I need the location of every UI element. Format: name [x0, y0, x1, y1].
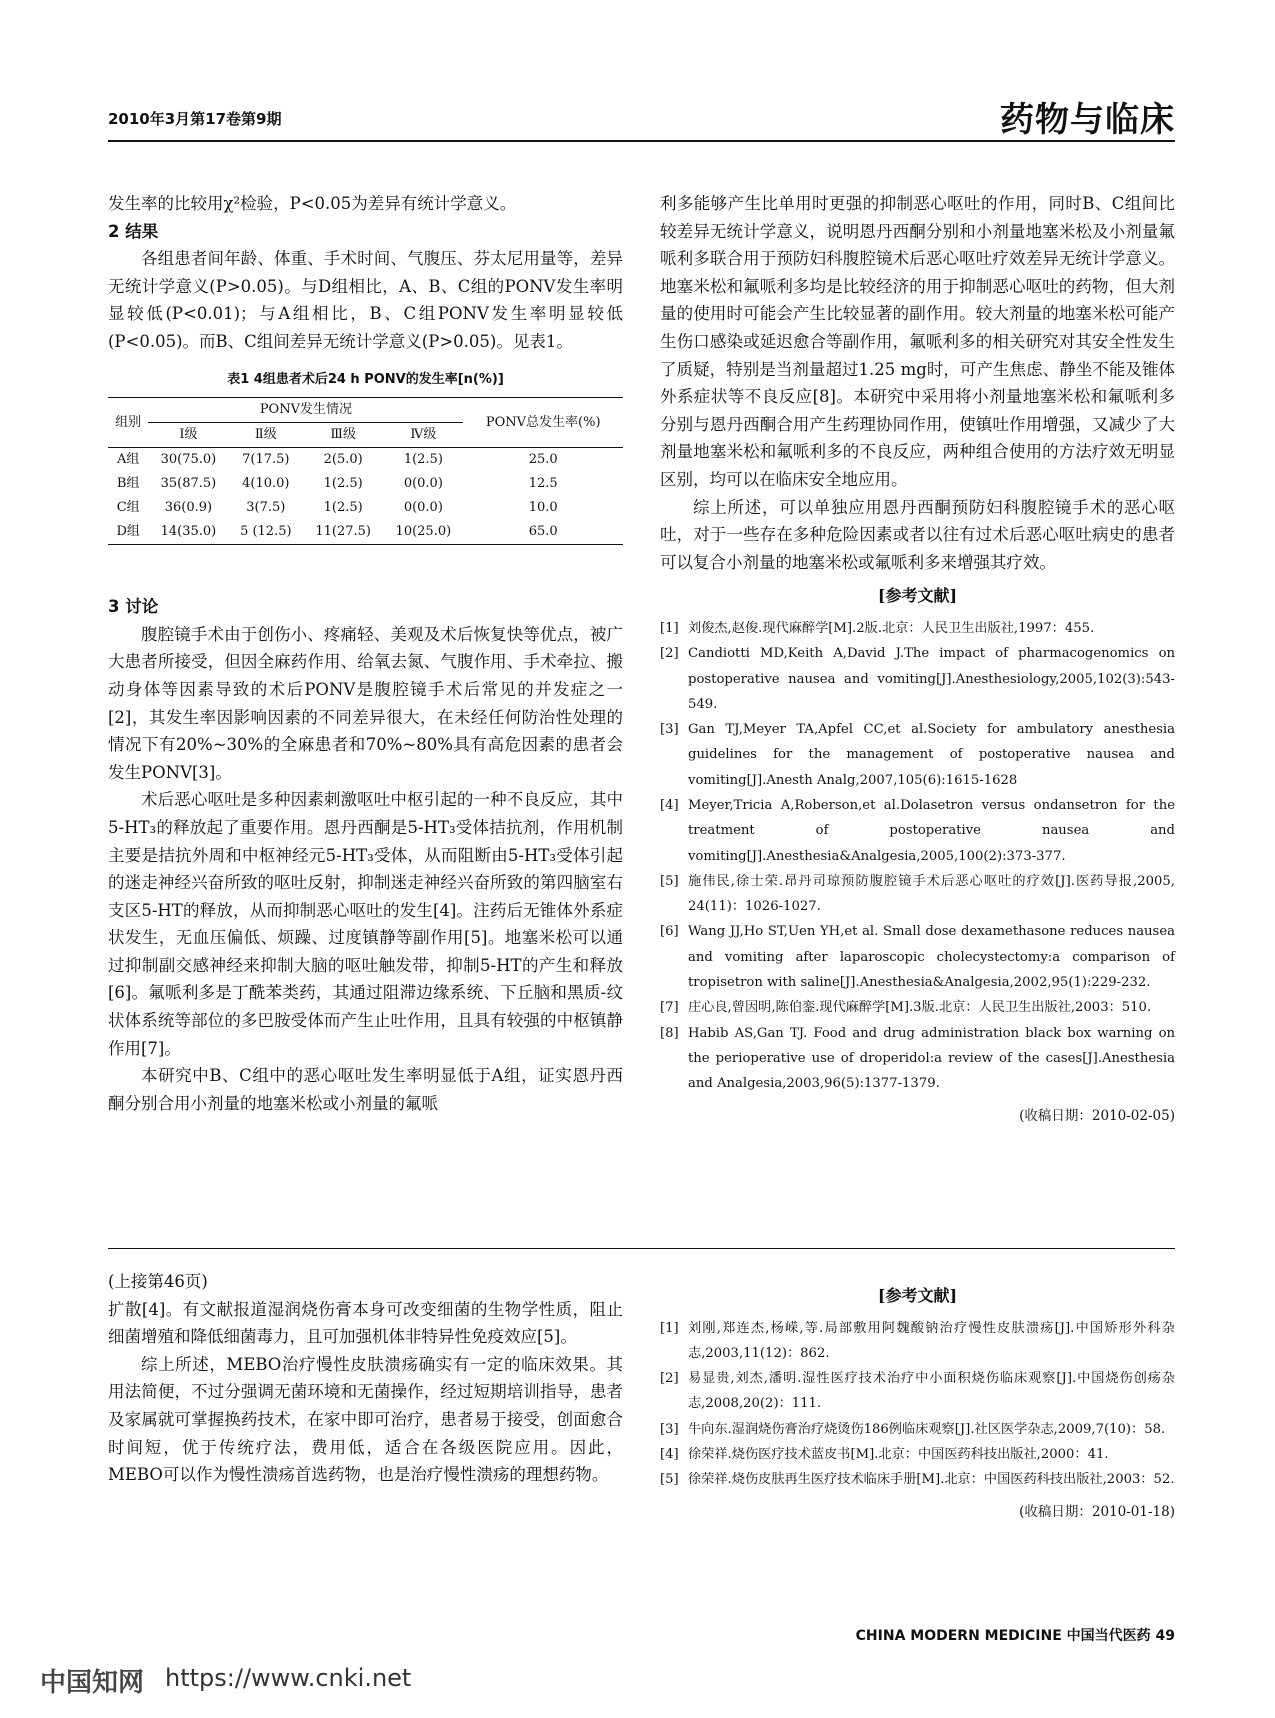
table-cell: 30(75.0) — [160, 452, 217, 468]
reference-text: 易显贵,刘杰,潘明.湿性医疗技术治疗中小面积烧伤临床观察[J].中国烧伤创疡杂志,2008,20(2)：111. — [688, 1371, 1175, 1412]
table-cell: B组 — [116, 476, 140, 492]
reference-list — [660, 616, 1175, 1097]
reference-number: [1] — [660, 620, 679, 636]
table-cell: 11(27.5) — [303, 520, 383, 545]
continuation-note: (上接第46页) — [108, 1272, 208, 1291]
table-cell: 1(2.5) — [403, 452, 443, 468]
paragraph: 利多能够产生比单用时更强的抑制恶心呕吐的作用，同时B、C组间比较差异无统计学意义，说明恩丹西酮分别和小剂量地塞米松及小剂量氟哌利多联合用于预防妇科腹腔镜术后恶心呕吐疗效差异无统计学意义。地塞米松和氟哌利多均是比较经济的用于抑制恶心呕吐的药物，但大剂量的使用时可能会产生比较显著的副作用。较大剂量的地塞米松可能产生伤口感染或延迟愈合等副作用，氟哌利多的相关研究对其安全性发生了质疑，特别是当剂量超过1.25 mg时，可产生焦虑、静坐不能及锥体外系症状等不良反应[8]。本研究中采用将小剂量地塞米松和氟哌利多分别与恩丹西酮合用产生药理协同作用，使镇吐作用增强，又减少了大剂量地塞米松和氟哌利多的不良反应，两种组合使用的方法疗效无明显区别，均可以在临床安全地应用。 — [660, 194, 1175, 489]
table-cell: 10.0 — [528, 500, 558, 516]
references-heading: [参考文献] — [877, 586, 958, 606]
reference-item — [660, 717, 1175, 793]
journal-footer: CHINA MODERN MEDICINE 中国当代医药 49 — [855, 1628, 1175, 1644]
section-title: 药物与临床 — [1000, 100, 1175, 140]
reference-text: Habib AS,Gan TJ. Food and drug administration black box warning on the perioperative use of droperidol:a review of the cases[J].Anesthesia and Analgesia,2003,96(5):1377-1379. — [688, 1025, 1175, 1092]
issue-info: 2010年3月第17卷第9期 — [108, 110, 282, 128]
section-heading: 3 讨论 — [108, 597, 159, 617]
reference-item — [660, 616, 1175, 641]
paragraph: 综上所述，可以单独应用恩丹西酮预防妇科腹腔镜手术的恶心呕吐，对于一些存在多种危险因素或者以往有过术后恶心呕吐病史的患者可以复合小剂量的地塞米松或氟哌利多来增强其疗效。 — [660, 497, 1175, 572]
reference-text: 徐荣祥.烧伤皮肤再生医疗技术临床手册[M].北京：中国医药科技出版社,2003：52. — [688, 1472, 1175, 1488]
reference-item — [660, 1417, 1175, 1442]
reference-item — [660, 995, 1175, 1020]
header-level: Ⅱ级 — [229, 423, 304, 448]
paragraph: 本研究中B、C组中的恶心呕吐发生率明显低于A组，证实恩丹西酮分别合用小剂量的地塞米松或小剂量的氟哌 — [108, 1066, 623, 1113]
right-column — [660, 190, 1175, 1130]
lower-left-column — [108, 1268, 623, 1489]
reference-text: 刘刚,郑连杰,杨嵘,等.局部敷用阿魏酸钠治疗慢性皮肤溃疡[J].中国矫形外科杂志,2003,11(12)：862. — [688, 1320, 1175, 1361]
table-cell: 1(2.5) — [323, 476, 363, 492]
left-column — [108, 190, 623, 1117]
table-cell: 14(35.0) — [148, 520, 228, 545]
table-cell: 0(0.0) — [403, 500, 443, 516]
received-date: (收稿日期：2010-01-18) — [1019, 1503, 1175, 1520]
table-row — [108, 472, 623, 496]
reference-item — [660, 1467, 1175, 1492]
reference-item — [660, 869, 1175, 920]
reference-item — [660, 1316, 1175, 1367]
table-cell: 7(17.5) — [242, 452, 290, 468]
table-caption: 表1 4组患者术后24 h PONV的发生率[n(%)] — [227, 371, 504, 387]
lower-right-column — [660, 1276, 1175, 1526]
table-cell: 4(10.0) — [242, 476, 290, 492]
received-date: (收稿日期：2010-02-05) — [1019, 1107, 1175, 1124]
table-cell: D组 — [108, 520, 148, 545]
results-table — [108, 397, 623, 545]
header-group: 组别 — [108, 398, 148, 448]
table-row — [108, 520, 623, 545]
reference-list — [660, 1316, 1175, 1493]
paragraph: 发生率的比较用χ²检验，P<0.05为差异有统计学意义。 — [108, 194, 517, 213]
header-level: Ⅳ级 — [383, 423, 463, 448]
reference-text: Candiotti MD,Keith A,David J.The impact of pharmacogenomics on postoperative nausea and vomiting[J].Anesthesiology,2005,102(3):543-549. — [688, 646, 1175, 712]
reference-text: Wang JJ,Ho ST,Uen YH,et al. Small dose dexamethasone reduces nausea and vomiting after laparoscopic cholecystectomy:a comparison of tropisetron with saline[J].Anesthesia&Analgesia,2002,95(1):229-232. — [688, 924, 1175, 991]
reference-text: 徐荣祥.烧伤医疗技术蓝皮书[M].北京：中国医药科技出版社,2000：41. — [688, 1447, 1109, 1463]
reference-number: [2] — [660, 646, 679, 662]
section-divider — [108, 1248, 1175, 1249]
table-row — [108, 496, 623, 520]
header-rule — [108, 140, 1175, 142]
paragraph: 扩散[4]。有文献报道湿润烧伤膏本身可改变细菌的生物学性质，阻止细菌增殖和降低细菌毒力，且可加强机体非特异性免疫效应[5]。 — [108, 1299, 623, 1347]
reference-text: Gan TJ,Meyer TA,Apfel CC,et al.Society for ambulatory anesthesia guidelines for the management of postoperative nausea and vomiting[J].Anesth Analg,2007,105(6):1615-1628 — [688, 722, 1175, 788]
reference-number: [3] — [660, 722, 679, 738]
header-level: Ⅲ级 — [303, 423, 383, 448]
table-cell: A组 — [116, 452, 140, 468]
reference-text: 施伟民,徐士荣.昂丹司琼预防腹腔镜手术后恶心呕吐的疗效[J].医药导报,2005, 24(11)：1026-1027. — [688, 873, 1175, 915]
table-cell: 5 (12.5) — [229, 520, 304, 545]
reference-number: [2] — [660, 1371, 679, 1387]
section-heading: 2 结果 — [108, 221, 159, 241]
header-level: Ⅰ级 — [148, 423, 228, 448]
table-cell: 2(5.0) — [323, 452, 363, 468]
table-row — [108, 448, 623, 473]
references-heading: [参考文献] — [877, 1286, 958, 1305]
reference-item — [660, 641, 1175, 717]
reference-number: [8] — [660, 1025, 679, 1041]
reference-text: Meyer,Tricia A,Roberson,et al.Dolasetron versus ondansetron for the treatment of postoperative nausea and vomiting[J].Anesthesia&Analgesia,2005,100(2):373-377. — [688, 797, 1175, 864]
reference-number: [1] — [660, 1320, 679, 1336]
reference-number: [7] — [660, 1000, 679, 1016]
reference-number: [5] — [660, 873, 679, 889]
table-cell: 12.5 — [528, 476, 558, 492]
reference-number: [3] — [660, 1421, 679, 1437]
paragraph: 各组患者间年龄、体重、手术时间、气腹压、芬太尼用量等，差异无统计学意义(P>0.05)。与D组相比，A、B、C组的PONV发生率明显较低(P<0.01)；与A组相比，B、C组PONV发生率明显较低(P<0.05)。而B、C组间差异无统计学意义(P>0.05)。见表1。 — [108, 249, 623, 351]
table-cell: 10(25.0) — [383, 520, 463, 545]
reference-number: [4] — [660, 1447, 679, 1463]
cnki-watermark-logo: 中国知网 — [40, 1668, 145, 1698]
reference-item — [660, 1442, 1175, 1467]
header-total: PONV总发生率(%) — [463, 398, 623, 448]
reference-number: [4] — [660, 797, 679, 813]
reference-text: 牛向东.湿润烧伤膏治疗烧烫伤186例临床观察[J].社区医学杂志,2009,7(10)：58. — [688, 1421, 1166, 1437]
reference-item — [660, 919, 1175, 995]
reference-item — [660, 1021, 1175, 1097]
table-cell: 65.0 — [463, 520, 623, 545]
reference-item — [660, 793, 1175, 869]
table-cell: 1(2.5) — [323, 500, 363, 516]
table-cell: 3(7.5) — [246, 500, 286, 516]
table-cell: 25.0 — [528, 452, 558, 468]
reference-text: 刘俊杰,赵俊.现代麻醉学[M].2版.北京：人民卫生出版社,1997：455. — [688, 620, 1095, 636]
paragraph: 腹腔镜手术由于创伤小、疼痛轻、美观及术后恢复快等优点，被广大患者所接受，但因全麻药作用、给氧去氮、气腹作用、手术牵拉、搬动身体等因素导致的术后PONV是腹腔镜手术后常见的并发症之一[2]，其发生率因影响因素的不同差异很大，在未经任何防治性处理的情况下有20%~30%的全麻患者和70%~80%具有高危因素的患者会发生PONV[3]。 — [108, 624, 623, 782]
table-cell: 35(87.5) — [160, 476, 217, 492]
reference-number: [5] — [660, 1472, 679, 1488]
cnki-watermark-url[interactable]: https://www.cnki.net — [165, 1664, 412, 1692]
reference-item — [660, 1366, 1175, 1417]
table-cell: 36(0.9) — [164, 500, 213, 516]
reference-text: 庄心良,曾因明,陈伯銮.现代麻醉学[M].3版.北京：人民卫生出版社,2003：510. — [688, 1000, 1152, 1016]
table-cell: 0(0.0) — [403, 476, 443, 492]
header-ponv: PONV发生情况 — [148, 398, 463, 423]
paragraph: 术后恶心呕吐是多种因素刺激呕吐中枢引起的一种不良反应，其中5-HT₃的释放起了重要作用。恩丹西酮是5-HT₃受体拮抗剂，作用机制主要是拮抗外周和中枢神经元5-HT₃受体，从而阻断由5-HT₃受体引起的迷走神经兴奋所致的呕吐反射，抑制迷走神经兴奋所致的第四脑室右支区5-HT的释放，从而抑制恶心呕吐的发生[4]。注药后无锥体外系症状发生，无血压偏低、烦躁、过度镇静等副作用[5]。地塞米松可以通过抑制副交感神经来抑制大脑的呕吐触发带，抑制5-HT的产生和释放[6]。氟哌利多是丁酰苯类药，其通过阻滞边缘系统、下丘脑和黑质-纹状体系统等部位的多巴胺受体而产生止吐作用，且具有较强的中枢镇静作用[7]。 — [108, 790, 623, 1058]
table-cell: C组 — [116, 500, 140, 516]
paragraph: 综上所述，MEBO治疗慢性皮肤溃疡确实有一定的临床效果。其用法简便，不过分强调无菌环境和无菌操作，经过短期培训指导，患者及家属就可掌握换药技术，在家中即可治疗，患者易于接受，创面愈合时间短，优于传统疗法，费用低，适合在各级医院应用。因此，MEBO可以作为慢性溃疡首选药物，也是治疗慢性溃疡的理想药物。 — [108, 1354, 623, 1485]
reference-number: [6] — [660, 924, 679, 940]
